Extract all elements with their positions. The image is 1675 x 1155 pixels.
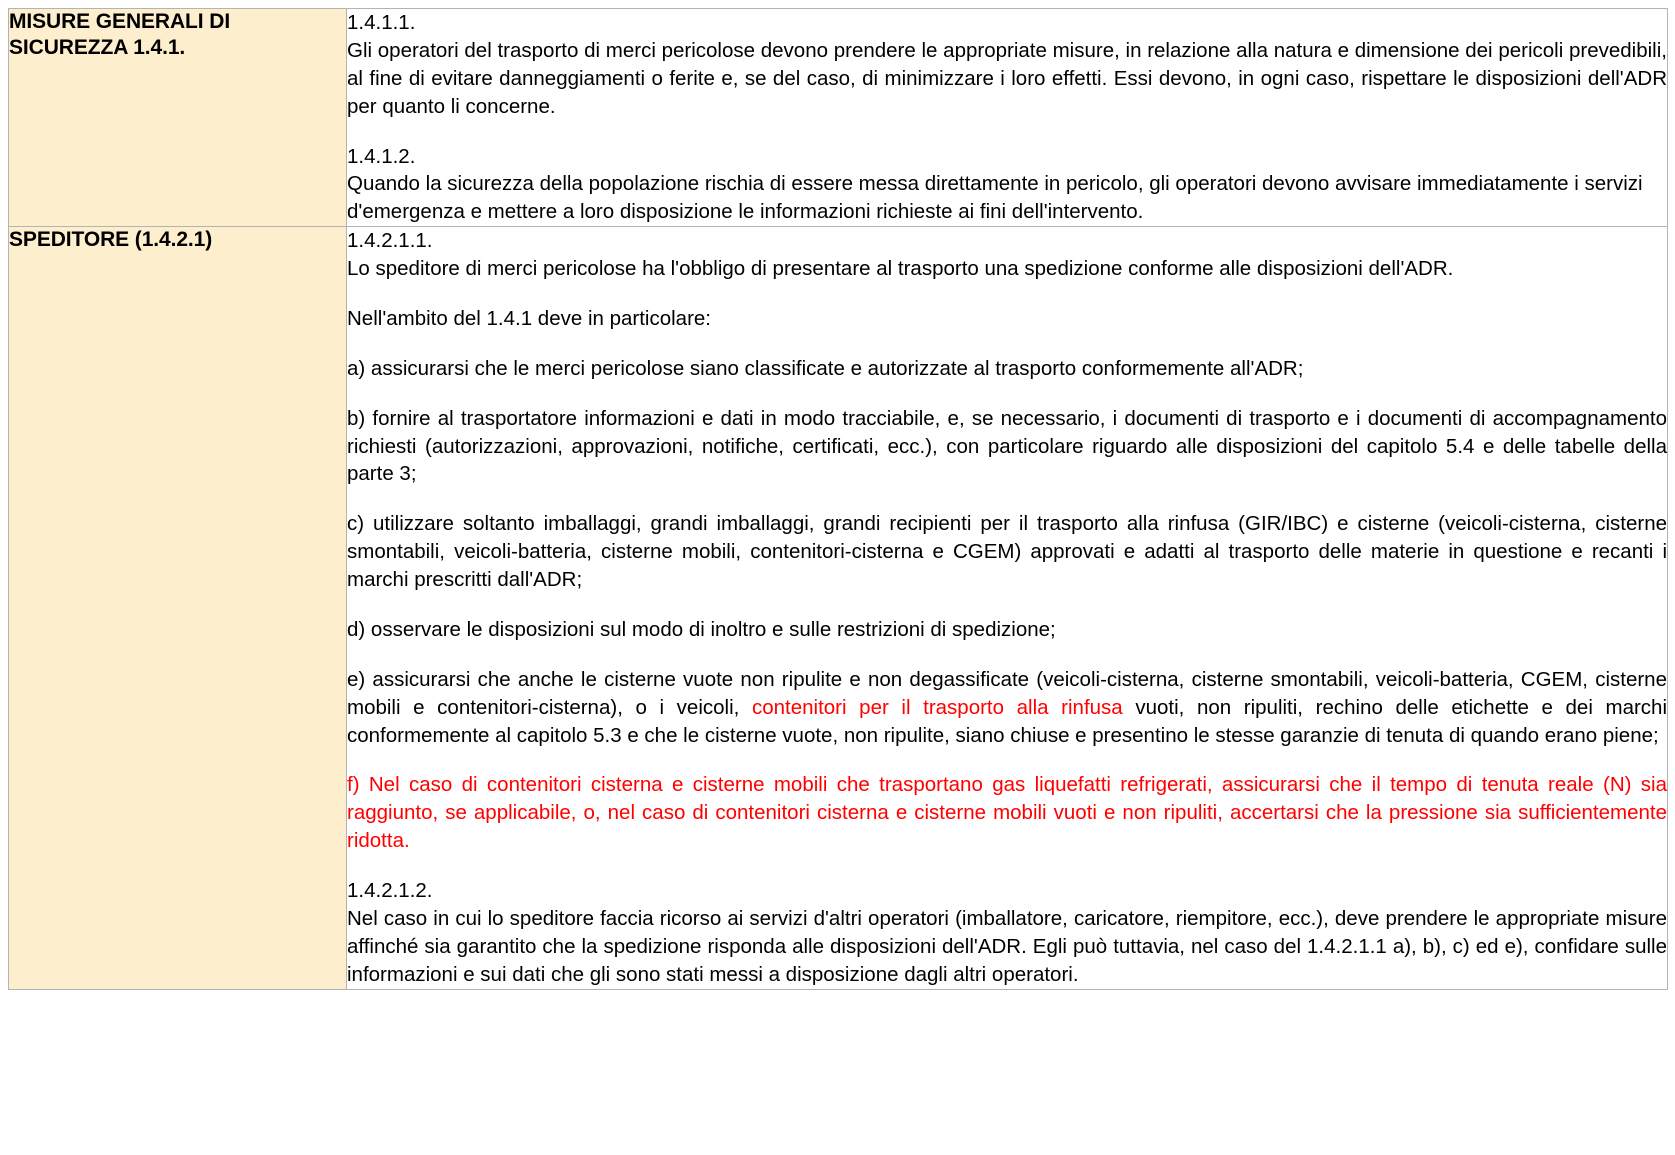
paragraph-item-a: a) assicurarsi che le merci pericolose siano classificate e autorizzate al trasporto conformemente all'ADR;: [347, 356, 1304, 380]
paragraph-item-c: c) utilizzare soltanto imballaggi, grandi imballaggi, grandi recipienti per il trasporto alla rinfusa (GIR/IBC) e cisterne (veicoli-cisterna, cisterne smontabili, veicoli-batteria, cisterne mobili, contenitori-cisterna e CGEM) approvati e adatti al trasporto delle materie in questione e recanti i marchi prescritti dall'ADR;: [347, 512, 1667, 591]
paragraph-1-4-1-1: [347, 9, 1667, 121]
paragraph-reference: 1.4.2.1.1.: [347, 229, 433, 253]
paragraph-1-4-1-2: [347, 143, 1667, 227]
paragraph-text: Lo speditore di merci pericolose ha l'obbligo di presentare al trasporto una spedizione conforme alle disposizioni dell'ADR.: [347, 257, 1454, 280]
table-body: [9, 9, 1668, 990]
row-body-cell-general-safety: [347, 9, 1668, 227]
paragraph-text: Nel caso in cui lo speditore faccia ricorso ai servizi d'altri operatori (imballatore, caricatore, riempitore, ecc.), deve prendere le appropriate misure affinché sia garantito che la spedizione risponda alle disposizioni dell'ADR. Egli può tuttavia, nel caso del 1.4.2.1.1 a), b), c) ed e), confidare sulle informazioni e sui dati che gli sono stati messi a disposizione dagli altri operatori.: [347, 906, 1667, 986]
paragraph-reference: 1.4.2.1.2.: [347, 879, 433, 902]
table-row: [9, 227, 1668, 989]
row-body-cell-consignor: [347, 227, 1668, 989]
row-label: MISURE GENERALI DI SICUREZZA 1.4.1.: [9, 10, 231, 59]
paragraph-item-d: d) osservare le disposizioni sul modo di inoltro e sulle restrizioni di spedizione;: [347, 617, 1056, 641]
paragraph-item-f: f) Nel caso di contenitori cisterna e cisterne mobili che trasportano gas liquefatti refrigerati, assicurarsi che il tempo di tenuta reale (N) sia raggiunto, se applicabile, o, nel caso di contenitori cisterna e cisterne mobili vuoti e non ripuliti, accertarsi che la pressione sia sufficientemente ridotta.: [347, 773, 1667, 853]
paragraph-item-b: b) fornire al trasportatore informazioni e dati in modo tracciabile, e, se necessario, i documenti di trasporto e i documenti di accompagnamento richiesti (autorizzazioni, approvazioni, notifiche, certificati, ecc.), con particolare riguardo alle disposizioni del capitolo 5.4 e delle tabelle della parte 3;: [347, 406, 1667, 486]
paragraph-text: Gli operatori del trasporto di merci pericolose devono prendere le appropriate misure, in relazione alla natura e dimensione dei pericoli prevedibili, al fine di evitare danneggiamenti o ferite e, se del caso, di minimizzare i loro effetti. Essi devono, in ogni caso, rispettare le disposizioni dell'ADR per quanto li concerne.: [347, 38, 1667, 118]
paragraph-1-4-2-1-2: [347, 877, 1667, 989]
paragraph-text-before-highlight: e) assicurarsi che anche le cisterne vuote non ripulite e non degassificate (veicoli-cisterna, cisterne smontabili, veicoli-batteria, CGEM, cisterne mobili e contenitori-cisterna), o i veicoli,: [347, 667, 1667, 719]
paragraph-text-after-highlight: vuoti, non ripuliti, rechino delle etichette e dei marchi conformemente al capitolo 5.3 e che le cisterne vuote, non ripulite, siano chiuse e presentino le stesse garanzie di tenuta di quando erano piene;: [347, 695, 1668, 747]
paragraph-reference: 1.4.1.2.: [347, 144, 416, 168]
paragraph-text: Quando la sicurezza della popolazione rischia di essere messa direttamente in pericolo, gli operatori devono avvisare immediatamente i servizi d'emergenza e mettere a loro disposizione le informazioni richieste ai fini dell'intervento.: [347, 172, 1643, 224]
row-label-cell-general-safety: [9, 9, 347, 227]
paragraph-intro-1-4-1: Nell'ambito del 1.4.1 deve in particolare:: [347, 306, 712, 330]
paragraph-item-e: [347, 666, 1667, 750]
row-label: SPEDITORE (1.4.2.1): [9, 228, 213, 252]
highlighted-text: contenitori per il trasporto alla rinfusa: [751, 695, 1123, 719]
paragraph-reference: 1.4.1.1.: [347, 11, 416, 34]
table-row: [9, 9, 1668, 227]
adr-obligations-table: [8, 8, 1668, 990]
paragraph-1-4-2-1-1: [347, 227, 1667, 283]
row-label-cell-consignor: [9, 227, 347, 989]
